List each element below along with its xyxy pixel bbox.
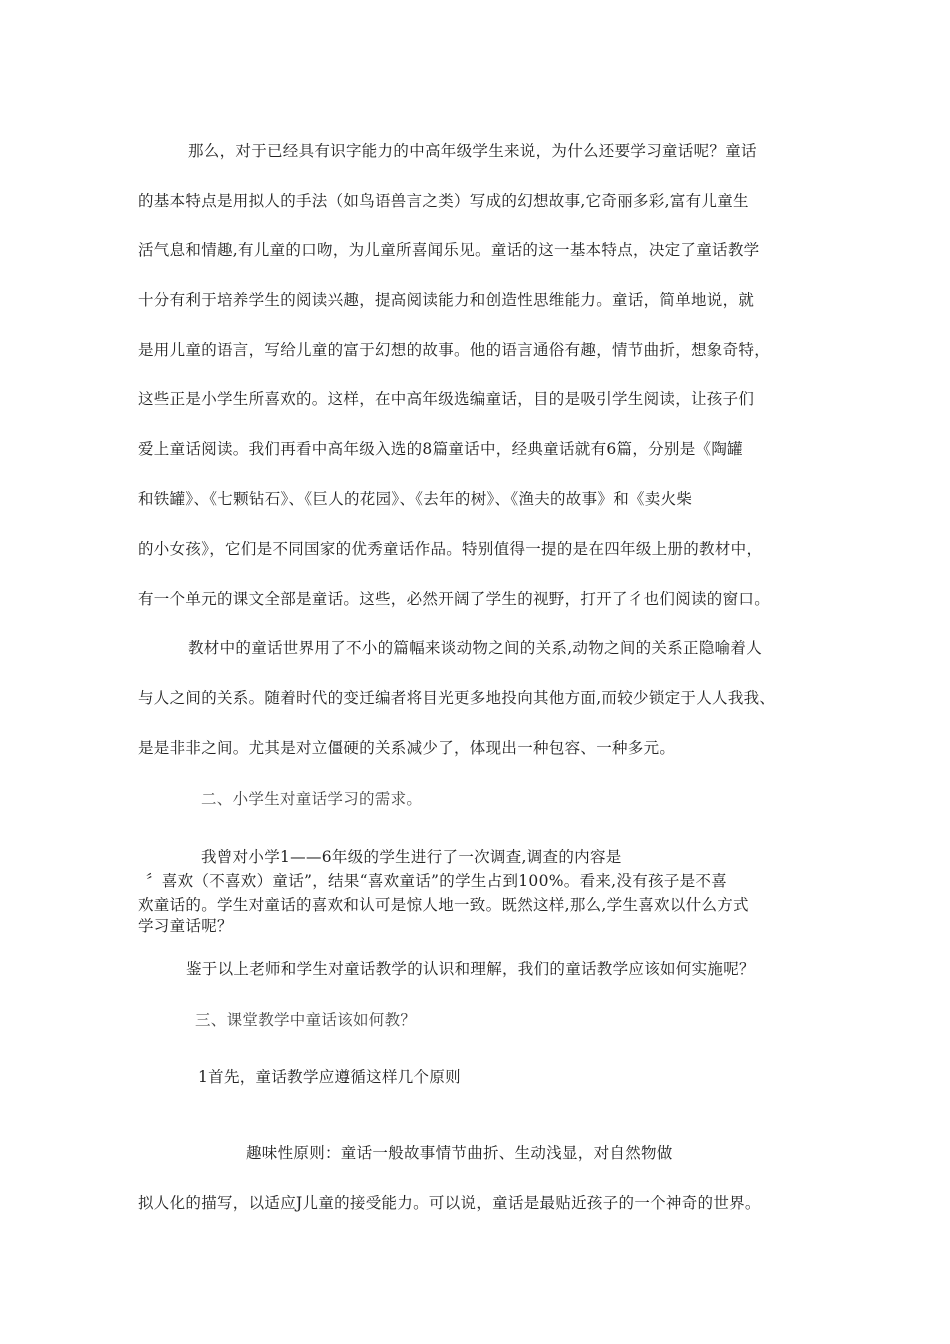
- paragraph-1-line-9: 的小女孩》，它们是不同国家的优秀童话作品。特别值得一提的是在四年级上册的教材中，: [138, 540, 763, 558]
- paragraph-3-line-4: 学习童话呢？: [138, 917, 233, 935]
- paragraph-1-line-7: 爱上童话阅读。我们再看中高年级入选的8篇童话中，经典童话就有6篇，分别是《陶罐: [138, 440, 743, 458]
- paragraph-4: 鉴于以上老师和学生对童话教学的认识和理解，我们的童话教学应该如何实施呢？: [186, 960, 755, 978]
- paragraph-1-line-4: 十分有利于培养学生的阅读兴趣，提高阅读能力和创造性思维能力。童话，简单地说，就: [138, 291, 755, 309]
- paragraph-1-line-3: 活气息和情趣,有儿童的口吻，为儿童所喜闻乐见。童话的这一基本特点，决定了童话教学: [138, 241, 760, 259]
- paragraph-1-line-10: 有一个单元的课文全部是童话。这些，必然开阔了学生的视野，打开了彳也们阅读的窗口。: [138, 590, 771, 608]
- paragraph-3-line-2: 〞喜欢（不喜欢）童话”，结果“喜欢童话”的学生占到100%。看来,没有孩子是不喜: [146, 872, 728, 890]
- paragraph-5-line-2: 拟人化的描写，以适应J儿童的接受能力。可以说，童话是最贴近孩子的一个神奇的世界。: [138, 1194, 761, 1212]
- paragraph-1-line-5: 是用儿童的语言，写给儿童的富于幻想的故事。他的语言通俗有趣，情节曲折，想象奇特，: [138, 341, 771, 359]
- paragraph-1-line-6: 这些正是小学生所喜欢的。这样，在中高年级选编童话，目的是吸引学生阅读，让孩子们: [138, 390, 755, 408]
- paragraph-1-line-8: 和铁罐》、《七颗钻石》、《巨人的花园》、《去年的树》、《渔夫的故事》和《卖火柴: [138, 490, 693, 508]
- paragraph-3-line-1: 我曾对小学1——6年级的学生进行了一次调查,调查的内容是: [201, 848, 622, 866]
- paragraph-5-line-1: 趣味性原则：童话一般故事情节曲折、生动浅显，对自然物做: [246, 1144, 673, 1162]
- section-heading-3: 三、课堂教学中童话该如何教？: [195, 1011, 417, 1029]
- paragraph-1-line-1: 那么，对于已经具有识字能力的中高年级学生来说，为什么还要学习童话呢？童话: [188, 142, 757, 160]
- paragraph-2-line-3: 是是非非之间。尤其是对立僵硬的关系减少了，体现出一种包容、一种多元。: [138, 739, 676, 757]
- paragraph-2-line-1: 教材中的童话世界用了不小的篇幅来谈动物之间的关系,动物之间的关系正隐喻着人: [188, 639, 763, 657]
- paragraph-3-line-3: 欢童话的。学生对童话的喜欢和认可是惊人地一致。既然这样,那么,学生喜欢以什么方式: [138, 896, 749, 914]
- paragraph-2-line-2: 与人之间的关系。随着时代的变迁编者将目光更多地投向其他方面,而较少锁定于人人我我、: [138, 689, 776, 707]
- subsection-heading-1: 1首先，童话教学应遵循这样几个原则: [198, 1068, 461, 1086]
- section-heading-2: 二、小学生对童话学习的需求。: [201, 790, 423, 808]
- paragraph-1-line-2: 的基本特点是用拟人的手法（如鸟语兽言之类）写成的幻想故事,它奇丽多彩,富有儿童生: [138, 192, 749, 210]
